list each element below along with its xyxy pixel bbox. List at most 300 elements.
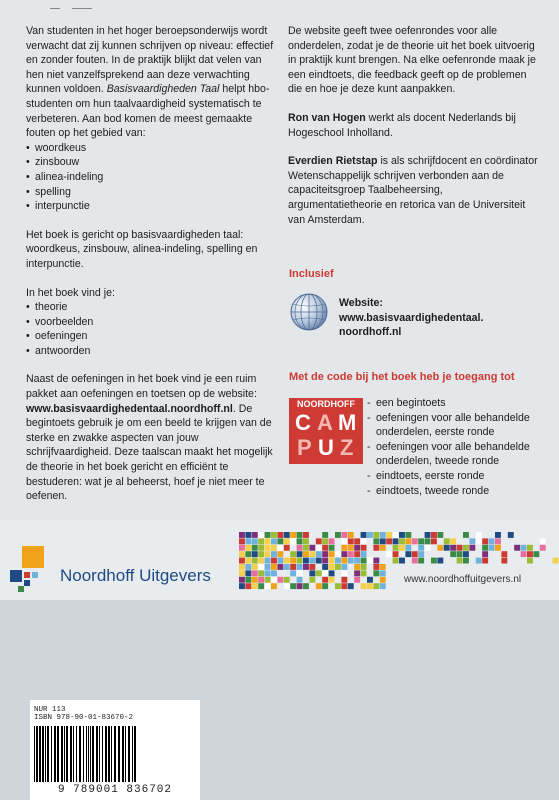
- mosaic-tile: [245, 583, 251, 589]
- publisher-url[interactable]: www.noordhoffuitgevers.nl: [404, 574, 522, 585]
- mosaic-tile: [354, 538, 360, 544]
- mosaic-tile: [412, 551, 418, 557]
- mosaic-tile: [348, 558, 354, 564]
- mosaic-tile: [322, 558, 328, 564]
- mosaic-tile: [277, 545, 283, 551]
- mosaic-tile: [258, 532, 264, 538]
- mosaic-tile: [258, 564, 264, 570]
- mosaic-tile: [309, 545, 315, 551]
- mosaic-tile: [437, 532, 443, 538]
- mosaic-tile: [469, 538, 475, 544]
- mosaic-tile: [361, 583, 367, 589]
- mosaic-tile: [373, 570, 379, 576]
- mosaic-tile: [277, 564, 283, 570]
- mosaic-tile: [348, 538, 354, 544]
- mosaic-tile: [316, 570, 322, 576]
- mosaic-tile: [489, 545, 495, 551]
- intro-paragraph: [26, 24, 278, 141]
- focus-paragraph: Het boek is gericht op basisvaardigheden taal: woordkeus, zinsbouw, alinea-indeling, spelling en interpunctie.: [26, 228, 258, 270]
- mosaic-tile: [284, 583, 290, 589]
- mosaic-tile: [386, 551, 392, 557]
- campus-logo: [289, 398, 363, 464]
- mosaic-tile: [284, 564, 290, 570]
- campus-letter: M: [338, 410, 357, 435]
- mosaic-tile: [348, 545, 354, 551]
- mosaic-tile: [533, 551, 539, 557]
- isbn-code: ISBN 978-90-01-83670-2: [34, 714, 134, 722]
- mosaic-tile: [239, 564, 245, 570]
- mosaic-tile: [380, 545, 386, 551]
- mosaic-tile: [335, 583, 341, 589]
- mosaic-tile: [277, 551, 283, 557]
- list-item: • woordkeus: [26, 141, 278, 156]
- mosaic-tile: [309, 558, 315, 564]
- mosaic-tile: [303, 558, 309, 564]
- barcode-label: [30, 700, 200, 800]
- mosaic-tile: [322, 583, 328, 589]
- mosaic-tile: [252, 532, 258, 538]
- mosaic-tile: [252, 564, 258, 570]
- mosaic-tile: [335, 532, 341, 538]
- mosaic-tile: [252, 570, 258, 576]
- mosaic-tile: [361, 570, 367, 576]
- mosaic-tile: [508, 532, 514, 538]
- mosaic-tile: [290, 551, 296, 557]
- mosaic-tile: [245, 545, 251, 551]
- mosaic-tile: [245, 570, 251, 576]
- mosaic-tile: [540, 538, 546, 544]
- mosaic-tile: [418, 558, 424, 564]
- website-label: Website:: [339, 297, 383, 309]
- mosaic-tile: [457, 558, 463, 564]
- mosaic-tile: [245, 551, 251, 557]
- mosaic-tile: [322, 564, 328, 570]
- mosaic-tile: [431, 558, 437, 564]
- mosaic-tile: [329, 570, 335, 576]
- mosaic-tile: [239, 538, 245, 544]
- barcode-number: 9 789001 836702: [57, 784, 173, 796]
- mosaic-tile: [290, 538, 296, 544]
- mosaic-tile: [399, 538, 405, 544]
- author-name: Ron van Hogen: [288, 111, 366, 124]
- campus-brand: NOORDHOFF: [297, 399, 355, 409]
- extra-text: Naast de oefeningen in het boek vind je een ruim pakket aan oefeningen en toetsen op de website:: [26, 373, 257, 401]
- mosaic-tile: [290, 558, 296, 564]
- mosaic-tile: [405, 545, 411, 551]
- mosaic-tile: [482, 538, 488, 544]
- mosaic-tile: [354, 551, 360, 557]
- list-item: • zinsbouw: [26, 155, 278, 170]
- mosaic-tile: [252, 583, 258, 589]
- mosaic-tile: [482, 545, 488, 551]
- mosaic-tile: [418, 545, 424, 551]
- publisher-logo-icon: [10, 546, 46, 592]
- mosaic-tile: [329, 545, 335, 551]
- mosaic-tile: [418, 551, 424, 557]
- mosaic-tile: [373, 558, 379, 564]
- mosaic-tile: [399, 545, 405, 551]
- mosaic-tile: [297, 545, 303, 551]
- campus-letter: C: [295, 410, 311, 435]
- mosaic-tile: [284, 577, 290, 583]
- mosaic-tile: [450, 551, 456, 557]
- mosaic-tile: [405, 538, 411, 544]
- mosaic-tile: [373, 583, 379, 589]
- mosaic-tile: [361, 558, 367, 564]
- list-item: • antwoorden: [26, 344, 278, 359]
- mosaic-tile: [271, 538, 277, 544]
- extra-text-cont: . De begintoets gebruik je om een beeld te krijgen van de sterke en zwakke aspecten van jouw schrijfvaardigheid. Deze taalscan maakt het mogelijk de theorie in het boek gericht en efficiënt te bestuderen: wat je al beheerst, hoef je niet meer te oefenen.: [26, 402, 273, 503]
- mosaic-tile: [303, 564, 309, 570]
- mosaic-tile: [437, 545, 443, 551]
- mosaic-tile: [329, 551, 335, 557]
- list-item: - oefeningen voor alle behandelde onderdelen, eerste ronde: [367, 411, 547, 440]
- mosaic-tile: [425, 532, 431, 538]
- author-bio: [288, 154, 538, 227]
- mosaic-tile: [316, 538, 322, 544]
- mosaic-tile: [297, 583, 303, 589]
- mosaic-tile: [322, 551, 328, 557]
- mosaic-tile: [284, 545, 290, 551]
- mosaic-tile: [463, 551, 469, 557]
- mosaic-tile: [265, 532, 271, 538]
- website-block: [339, 296, 539, 340]
- mosaic-tile: [252, 558, 258, 564]
- mosaic-tile: [367, 577, 373, 583]
- mosaic-tile: [348, 583, 354, 589]
- mosaic-tile: [277, 538, 283, 544]
- mosaic-tile: [303, 545, 309, 551]
- mosaic-tile: [290, 583, 296, 589]
- mosaic-tile: [271, 583, 277, 589]
- mosaic-tile: [341, 570, 347, 576]
- mosaic-tile: [245, 558, 251, 564]
- mosaic-tile: [521, 545, 527, 551]
- mosaic-tile: [271, 532, 277, 538]
- book-title: Basisvaardigheden Taal: [106, 83, 220, 96]
- mosaic-tile: [380, 577, 386, 583]
- mosaic-tile: [329, 558, 335, 564]
- mosaic-tile: [386, 532, 392, 538]
- mosaic-tile: [329, 577, 335, 583]
- mosaic-tile: [399, 558, 405, 564]
- mosaic-tile: [393, 551, 399, 557]
- list-item: • theorie: [26, 300, 278, 315]
- mosaic-tile: [501, 558, 507, 564]
- mosaic-tile: [348, 532, 354, 538]
- mosaic-tile: [348, 551, 354, 557]
- list-item: • alinea-indeling: [26, 170, 278, 185]
- top-mark: [50, 8, 60, 9]
- mosaic-tile: [316, 583, 322, 589]
- mosaic-tile: [284, 532, 290, 538]
- access-list: [367, 396, 547, 498]
- mosaic-tile: [252, 538, 258, 544]
- contents-list: [26, 300, 278, 358]
- mosaic-tile: [469, 545, 475, 551]
- mosaic-tile: [412, 538, 418, 544]
- topics-list: [26, 141, 278, 214]
- mosaic-tile: [245, 532, 251, 538]
- mosaic-tile: [309, 564, 315, 570]
- mosaic-tile: [361, 538, 367, 544]
- mosaic-tile: [553, 558, 559, 564]
- mosaic-tile: [258, 583, 264, 589]
- mosaic-tile: [329, 564, 335, 570]
- contents-intro: In het boek vind je:: [26, 286, 115, 299]
- mosaic-tile: [450, 538, 456, 544]
- mosaic-tile: [297, 532, 303, 538]
- mosaic-tile: [463, 558, 469, 564]
- mosaic-tile: [239, 583, 245, 589]
- mosaic-tile: [405, 551, 411, 557]
- mosaic-tile: [521, 551, 527, 557]
- mosaic-tile: [303, 532, 309, 538]
- list-item: - eindtoets, eerste ronde: [367, 469, 547, 484]
- mosaic-tile: [297, 558, 303, 564]
- mosaic-tile: [431, 532, 437, 538]
- mosaic-tile: [393, 538, 399, 544]
- mosaic-tile: [277, 532, 283, 538]
- mosaic-tile: [322, 577, 328, 583]
- list-item: - oefeningen voor alle behandelde onderdelen, tweede ronde: [367, 440, 547, 469]
- globe-icon: [289, 292, 329, 332]
- mosaic-tile: [354, 564, 360, 570]
- mosaic-tile: [297, 564, 303, 570]
- mosaic-tile: [354, 577, 360, 583]
- mosaic-tile: [271, 564, 277, 570]
- mosaic-tile: [239, 558, 245, 564]
- mosaic-tile: [367, 532, 373, 538]
- mosaic-tile: [252, 577, 258, 583]
- mosaic-tile: [457, 545, 463, 551]
- mosaic-tile: [495, 545, 501, 551]
- right-column: [288, 24, 538, 241]
- mosaic-tile: [303, 551, 309, 557]
- mosaic-tile: [239, 570, 245, 576]
- mosaic-tile: [514, 545, 520, 551]
- mosaic-tile: [277, 558, 283, 564]
- barcode-bar: [136, 726, 137, 782]
- mosaic-tile: [527, 545, 533, 551]
- mosaic-tile: [284, 538, 290, 544]
- mosaic-tile: [418, 538, 424, 544]
- mosaic-tile: [341, 551, 347, 557]
- mosaic-tile: [495, 532, 501, 538]
- mosaic-tile: [277, 577, 283, 583]
- mosaic-tile: [495, 538, 501, 544]
- mosaic-tile: [354, 545, 360, 551]
- mosaic-tile: [239, 532, 245, 538]
- mosaic-tile: [393, 545, 399, 551]
- website-url[interactable]: noordhoff.nl: [339, 326, 402, 339]
- website-link[interactable]: www.basisvaardighedentaal.noordhoff.nl: [26, 402, 233, 415]
- mosaic-tile: [373, 532, 379, 538]
- mosaic-tile: [297, 538, 303, 544]
- mosaic-tile: [354, 558, 360, 564]
- campus-letter: P: [297, 435, 312, 460]
- mosaic-tile: [341, 532, 347, 538]
- mosaic-tile: [386, 538, 392, 544]
- mosaic-tile: [271, 558, 277, 564]
- mosaic-tile: [316, 545, 322, 551]
- mosaic-tile: [309, 577, 315, 583]
- mosaic-tile: [271, 577, 277, 583]
- mosaic-tile: [354, 570, 360, 576]
- intro-text: Van studenten in het hoger beroepsonderwijs wordt verwacht dat zij kunnen schrijven op niveau: effectief en zonder fouten. In de praktijk blijkt dat velen van hen niet vanzelfsprekend aan deze verwachting kunnen voldoen.: [26, 25, 274, 96]
- mosaic-tile: [265, 564, 271, 570]
- mosaic-tile: [303, 583, 309, 589]
- mosaic-tile: [341, 545, 347, 551]
- mosaic-tile: [341, 583, 347, 589]
- mosaic-tile: [361, 545, 367, 551]
- mosaic-tile: [341, 538, 347, 544]
- mosaic-tile: [265, 545, 271, 551]
- mosaic-tile: [252, 545, 258, 551]
- mosaic-tile: [380, 570, 386, 576]
- mosaic-tile: [489, 538, 495, 544]
- mosaic-tile: [367, 583, 373, 589]
- mosaic-tile: [373, 545, 379, 551]
- mosaic-tile: [271, 551, 277, 557]
- publisher-name: Noordhoff Uitgevers: [60, 566, 211, 585]
- mosaic-tile: [290, 570, 296, 576]
- campus-letter: A: [317, 410, 333, 435]
- mosaic-tile: [450, 545, 456, 551]
- mosaic-tile: [309, 551, 315, 557]
- mosaic-tile: [425, 545, 431, 551]
- intro-continued: helpt hbo-studenten om hun taalvaardigheid systematisch te verbeteren. Aan bod komen de meest gemaakte fouten op het gebied van:: [26, 83, 270, 140]
- campus-letter: Z: [340, 435, 354, 460]
- mosaic-tile: [540, 545, 546, 551]
- mosaic-tile: [341, 564, 347, 570]
- mosaic-tile: [258, 577, 264, 583]
- list-item: • interpunctie: [26, 199, 278, 214]
- mosaic-tile: [527, 551, 533, 557]
- mosaic-tile: [258, 545, 264, 551]
- website-url[interactable]: www.basisvaardighedentaal.: [339, 311, 484, 324]
- mosaic-tile: [245, 577, 251, 583]
- mosaic-tile: [476, 538, 482, 544]
- mosaic-tile: [309, 570, 315, 576]
- author-bio: [288, 111, 538, 140]
- mosaic-tile: [367, 558, 373, 564]
- mosaic-tile: [316, 558, 322, 564]
- mosaic-tile: [457, 551, 463, 557]
- list-item: • voorbeelden: [26, 315, 278, 330]
- list-item: • spelling: [26, 185, 278, 200]
- mosaic-tile: [380, 538, 386, 544]
- list-item: - een begintoets: [367, 396, 547, 411]
- mosaic-tile: [482, 551, 488, 557]
- mosaic-tile: [239, 577, 245, 583]
- mosaic-tile: [335, 551, 341, 557]
- mosaic-tile: [265, 558, 271, 564]
- mosaic-tile: [373, 564, 379, 570]
- mosaic-tile: [335, 558, 341, 564]
- mosaic-tile: [373, 538, 379, 544]
- nur-code: NUR 113: [34, 706, 66, 714]
- mosaic-tile: [412, 558, 418, 564]
- mosaic-tile: [245, 538, 251, 544]
- author-name: Everdien Rietstap: [288, 155, 378, 168]
- mosaic-tile: [463, 545, 469, 551]
- mosaic-tile: [322, 538, 328, 544]
- mosaic-tile: [265, 577, 271, 583]
- mosaic-tile: [425, 538, 431, 544]
- mosaic-tile: [297, 577, 303, 583]
- mosaic-tile: [258, 538, 264, 544]
- website-paragraph: [26, 372, 278, 503]
- author-text: is als schrijfdocent en coördinator Wetenschappelijk schrijven verbonden aan de capaciteitsgroep Taalbeheersing, argumentatietheorie en retorica van de Universiteit van Amsterdam.: [288, 155, 538, 226]
- barcode-bars: [34, 726, 196, 782]
- mosaic-tile: [380, 564, 386, 570]
- mosaic-tile: [463, 532, 469, 538]
- mosaic-tile: [284, 558, 290, 564]
- mosaic-tile: [290, 564, 296, 570]
- mosaic-tile: [258, 558, 264, 564]
- list-item: • oefeningen: [26, 329, 278, 344]
- left-column: [26, 24, 278, 518]
- mosaic-tile: [393, 532, 399, 538]
- mosaic-tile: [322, 532, 328, 538]
- mosaic-tile: [431, 538, 437, 544]
- website-description: De website geeft twee oefenrondes voor alle onderdelen, zodat je de theorie uit het boek uitvoerig in praktijk kunt brengen. Na elke oefenronde maak je een eindtoets, die feedback geeft op de problemen die en hoe je deze kunt aanpakken.: [288, 25, 536, 96]
- mosaic-tile: [476, 558, 482, 564]
- mosaic-tile: [380, 583, 386, 589]
- mosaic-tile: [239, 545, 245, 551]
- list-item: - eindtoets, tweede ronde: [367, 484, 547, 499]
- campus-letter: U: [318, 435, 334, 460]
- mosaic-tile: [322, 570, 328, 576]
- mosaic-tile: [393, 558, 399, 564]
- mosaic-tile: [437, 558, 443, 564]
- mosaic-tile: [271, 570, 277, 576]
- author-text: werkt als docent Nederlands bij Hogeschool Inholland.: [288, 111, 516, 139]
- mosaic-tile: [527, 558, 533, 564]
- mosaic-tile: [303, 538, 309, 544]
- mosaic-tile: [341, 577, 347, 583]
- mosaic-tile: [335, 564, 341, 570]
- mosaic-tile: [271, 545, 277, 551]
- top-mark: [72, 8, 92, 9]
- mosaic-tile: [476, 532, 482, 538]
- mosaic-tile: [239, 551, 245, 557]
- inclusief-heading: Inclusief: [289, 268, 334, 280]
- mosaic-tile: [380, 532, 386, 538]
- mosaic-tile: [258, 570, 264, 576]
- mosaic-tile: [297, 570, 303, 576]
- mosaic-tile: [329, 538, 335, 544]
- code-heading: Met de code bij het boek heb je toegang tot: [289, 371, 515, 383]
- mosaic-tile: [245, 564, 251, 570]
- mosaic-tile: [297, 551, 303, 557]
- mosaic-tile: [361, 532, 367, 538]
- mosaic-tile: [482, 558, 488, 564]
- mosaic-tile: [361, 551, 367, 557]
- mosaic-tile: [444, 538, 450, 544]
- mosaic-tile: [265, 538, 271, 544]
- mosaic-tile: [290, 532, 296, 538]
- mosaic-tile: [265, 583, 271, 589]
- mosaic-tile: [258, 551, 264, 557]
- mosaic-tile: [265, 570, 271, 576]
- mosaic-tile: [322, 545, 328, 551]
- mosaic-tile: [399, 532, 405, 538]
- mosaic-tile: [341, 558, 347, 564]
- mosaic-tile: [316, 551, 322, 557]
- mosaic-tile: [405, 532, 411, 538]
